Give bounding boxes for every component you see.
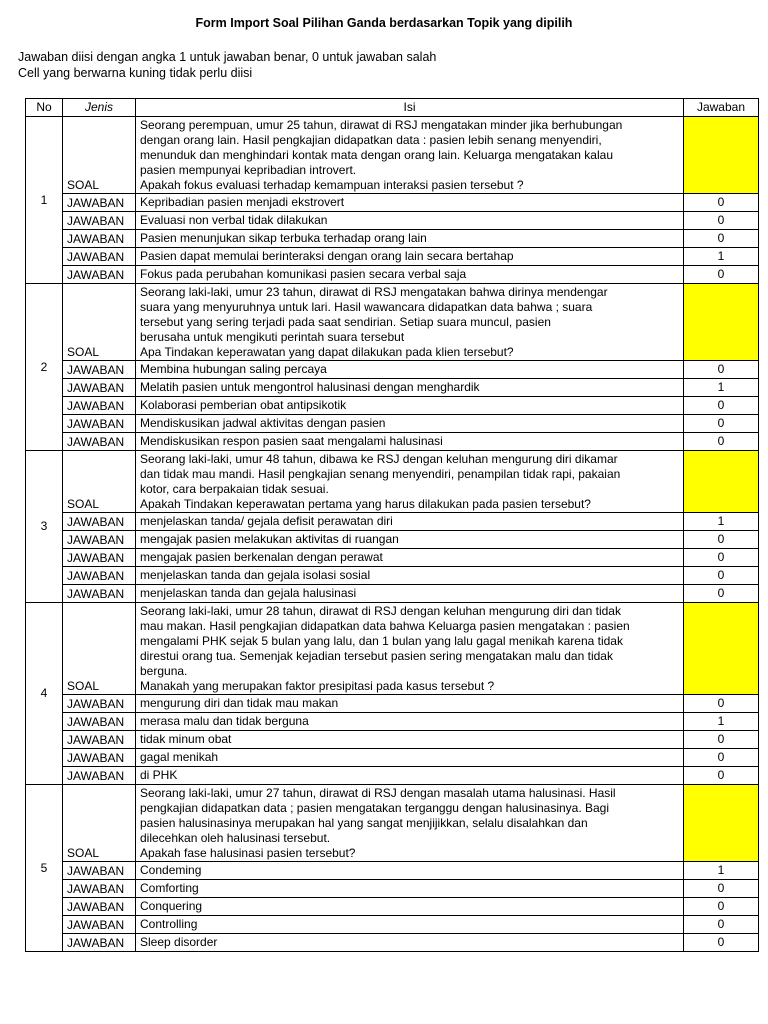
answer-option-text: Kepribadian pasien menjadi ekstrovert (136, 194, 684, 212)
answer-value-cell[interactable]: 1 (684, 379, 759, 397)
row-type-jawaban: JAWABAN (63, 695, 136, 713)
answer-value-cell[interactable]: 0 (684, 767, 759, 785)
question-text (136, 117, 684, 194)
page-title: Form Import Soal Pilihan Ganda berdasarkan Topik yang dipilih (195, 16, 573, 30)
instructions (18, 49, 436, 81)
row-type-jawaban: JAWABAN (63, 549, 136, 567)
answer-option-text: Conquering (136, 898, 684, 916)
row-type-jawaban: JAWABAN (63, 513, 136, 531)
answer-option-text: menjelaskan tanda dan gejala isolasi sosial (136, 567, 684, 585)
question-line: dilecehkan oleh halusinasi tersebut. (140, 831, 331, 845)
answer-value-cell[interactable]: 0 (684, 397, 759, 415)
question-line: mau makan. Hasil pengkajian didapatkan data bahwa Keluarga pasien mengatakan : pasien (140, 619, 630, 633)
column-header-jawaban: Jawaban (684, 99, 759, 117)
answer-value-cell[interactable]: 0 (684, 731, 759, 749)
question-line: Seorang laki-laki, umur 28 tahun, dirawat di RSJ dengan keluhan mengurung diri dan tidak (140, 604, 621, 618)
question-line: Apakah fase halusinasi pasien tersebut? (140, 846, 356, 860)
question-line: Seorang perempuan, umur 25 tahun, dirawat di RSJ mengatakan minder jika berhubungan (140, 118, 623, 132)
question-line: kotor, cara berpakaian tidak sesuai. (140, 482, 329, 496)
answer-option-text: gagal menikah (136, 749, 684, 767)
column-header-jenis: Jenis (63, 99, 136, 117)
row-type-jawaban: JAWABAN (63, 361, 136, 379)
row-type-jawaban: JAWABAN (63, 916, 136, 934)
answer-cell-disabled (684, 785, 759, 862)
answer-row (26, 695, 759, 713)
answer-value-cell[interactable]: 0 (684, 212, 759, 230)
row-type-soal: SOAL (63, 117, 136, 194)
answer-cell-disabled (684, 284, 759, 361)
row-type-jawaban: JAWABAN (63, 433, 136, 451)
answer-value-cell[interactable]: 0 (684, 880, 759, 898)
row-type-jawaban: JAWABAN (63, 248, 136, 266)
row-type-jawaban: JAWABAN (63, 862, 136, 880)
answer-row (26, 433, 759, 451)
question-line: dengan orang lain. Hasil pengkajian didapatkan data : pasien lebih senang menyendiri, (140, 133, 602, 147)
answer-value-cell[interactable]: 0 (684, 567, 759, 585)
answer-option-text: merasa malu dan tidak berguna (136, 713, 684, 731)
answer-row (26, 934, 759, 952)
answer-row (26, 713, 759, 731)
row-type-jawaban: JAWABAN (63, 713, 136, 731)
row-type-jawaban: JAWABAN (63, 749, 136, 767)
answer-option-text: menjelaskan tanda/ gejala defisit perawatan diri (136, 513, 684, 531)
answer-value-cell[interactable]: 0 (684, 415, 759, 433)
answer-row (26, 731, 759, 749)
answer-option-text: mengurung diri dan tidak mau makan (136, 695, 684, 713)
row-type-jawaban: JAWABAN (63, 194, 136, 212)
row-type-jawaban: JAWABAN (63, 880, 136, 898)
question-line: menunduk dan menghindari kontak mata dengan orang lain. Keluarga mengatakan kalau (140, 148, 613, 162)
answer-row (26, 266, 759, 284)
row-type-jawaban: JAWABAN (63, 266, 136, 284)
answer-value-cell[interactable]: 1 (684, 513, 759, 531)
row-type-soal: SOAL (63, 603, 136, 695)
table-body (26, 117, 759, 952)
question-line: berusaha untuk mengikuti perintah suara tersebut (140, 330, 405, 344)
answer-row (26, 585, 759, 603)
question-text (136, 785, 684, 862)
question-number: 1 (26, 117, 63, 284)
question-number: 2 (26, 284, 63, 451)
question-line: tersebut yang sering terjadi pada saat sendirian. Setiap suara muncul, pasien (140, 315, 551, 329)
answer-value-cell[interactable]: 0 (684, 433, 759, 451)
answer-option-text: Pasien menunjukan sikap terbuka terhadap orang lain (136, 230, 684, 248)
answer-row (26, 194, 759, 212)
question-line: Seorang laki-laki, umur 48 tahun, dibawa ke RSJ dengan keluhan mengurung diri dikamar (140, 452, 618, 466)
question-table (25, 98, 759, 952)
question-row (26, 603, 759, 695)
row-type-jawaban: JAWABAN (63, 731, 136, 749)
row-type-jawaban: JAWABAN (63, 567, 136, 585)
answer-row (26, 916, 759, 934)
question-line: Seorang laki-laki, umur 27 tahun, dirawat di RSJ dengan masalah utama halusinasi. Hasil (140, 786, 616, 800)
answer-value-cell[interactable]: 1 (684, 862, 759, 880)
row-type-jawaban: JAWABAN (63, 898, 136, 916)
answer-option-text: Melatih pasien untuk mengontrol halusinasi dengan menghardik (136, 379, 684, 397)
answer-option-text: Controlling (136, 916, 684, 934)
question-text (136, 284, 684, 361)
question-line: direstui orang tua. Semenjak kejadian tersebut pasien sering mengatakan malu dan tidak (140, 649, 613, 663)
question-row (26, 785, 759, 862)
answer-row (26, 397, 759, 415)
answer-option-text: Membina hubungan saling percaya (136, 361, 684, 379)
answer-cell-disabled (684, 603, 759, 695)
answer-row (26, 212, 759, 230)
answer-value-cell[interactable]: 0 (684, 749, 759, 767)
question-number: 3 (26, 451, 63, 603)
answer-option-text: Kolaborasi pemberian obat antipsikotik (136, 397, 684, 415)
answer-row (26, 248, 759, 266)
question-line: Seorang laki-laki, umur 23 tahun, dirawat di RSJ mengatakan bahwa dirinya mendengar (140, 285, 608, 299)
question-number: 4 (26, 603, 63, 785)
question-line: Apakah Tindakan keperawatan pertama yang harus dilakukan pada pasien tersebut? (140, 497, 591, 511)
answer-value-cell[interactable]: 0 (684, 898, 759, 916)
answer-option-text: tidak minum obat (136, 731, 684, 749)
answer-cell-disabled (684, 117, 759, 194)
question-row (26, 117, 759, 194)
answer-option-text: Comforting (136, 880, 684, 898)
row-type-jawaban: JAWABAN (63, 767, 136, 785)
answer-value-cell[interactable]: 0 (684, 361, 759, 379)
answer-value-cell[interactable]: 0 (684, 549, 759, 567)
row-type-jawaban: JAWABAN (63, 379, 136, 397)
question-row (26, 284, 759, 361)
question-line: berguna. (140, 664, 188, 678)
row-type-jawaban: JAWABAN (63, 230, 136, 248)
answer-value-cell[interactable]: 1 (684, 248, 759, 266)
answer-value-cell[interactable]: 0 (684, 194, 759, 212)
answer-value-cell[interactable]: 0 (684, 266, 759, 284)
answer-option-text: Sleep disorder (136, 934, 684, 952)
question-line: pengkajian didapatkan data ; pasien mengatakan terganggu dengan halusinasinya. Bagi (140, 801, 610, 815)
answer-row (26, 549, 759, 567)
question-text (136, 451, 684, 513)
question-line: pasien halusinasinya merupakan hal yang sangat menjijikkan, selalu disalahkan dan (140, 816, 588, 830)
instruction-line: Jawaban diisi dengan angka 1 untuk jawaban benar, 0 untuk jawaban salah (18, 50, 437, 64)
answer-value-cell[interactable]: 0 (684, 916, 759, 934)
question-line: pasien mempunyai kepribadian introvert. (140, 163, 357, 177)
row-type-soal: SOAL (63, 284, 136, 361)
question-text (136, 603, 684, 695)
question-line: suara yang menyuruhnya untuk lari. Hasil wawancara didapatkan data bahwa ; suara (140, 300, 593, 314)
answer-value-cell[interactable]: 0 (684, 585, 759, 603)
answer-option-text: Evaluasi non verbal tidak dilakukan (136, 212, 684, 230)
question-line: dan tidak mau mandi. Hasil pengkajian senang menyendiri, penampilan tidak rapi, pakaian (140, 467, 621, 481)
row-type-jawaban: JAWABAN (63, 397, 136, 415)
answer-row (26, 749, 759, 767)
answer-option-text: Mendiskusikan jadwal aktivitas dengan pasien (136, 415, 684, 433)
answer-row (26, 862, 759, 880)
column-header-no: No (26, 99, 63, 117)
answer-row (26, 567, 759, 585)
answer-value-cell[interactable]: 0 (684, 934, 759, 952)
answer-option-text: mengajak pasien melakukan aktivitas di ruangan (136, 531, 684, 549)
answer-value-cell[interactable]: 1 (684, 713, 759, 731)
question-line: Manakah yang merupakan faktor presipitasi pada kasus tersebut ? (140, 679, 495, 693)
answer-cell-disabled (684, 451, 759, 513)
answer-row (26, 513, 759, 531)
answer-option-text: mengajak pasien berkenalan dengan perawat (136, 549, 684, 567)
row-type-soal: SOAL (63, 785, 136, 862)
row-type-jawaban: JAWABAN (63, 531, 136, 549)
instruction-line: Cell yang berwarna kuning tidak perlu diisi (18, 66, 253, 80)
row-type-soal: SOAL (63, 451, 136, 513)
row-type-jawaban: JAWABAN (63, 585, 136, 603)
question-row (26, 451, 759, 513)
row-type-jawaban: JAWABAN (63, 415, 136, 433)
answer-option-text: Mendiskusikan respon pasien saat mengalami halusinasi (136, 433, 684, 451)
answer-option-text: Pasien dapat memulai berinteraksi dengan orang lain secara bertahap (136, 248, 684, 266)
answer-row (26, 531, 759, 549)
answer-row (26, 415, 759, 433)
answer-value-cell[interactable]: 0 (684, 230, 759, 248)
header-row (26, 99, 759, 117)
row-type-jawaban: JAWABAN (63, 934, 136, 952)
answer-row (26, 230, 759, 248)
answer-value-cell[interactable]: 0 (684, 531, 759, 549)
answer-option-text: Fokus pada perubahan komunikasi pasien secara verbal saja (136, 266, 684, 284)
answer-option-text: Condeming (136, 862, 684, 880)
answer-row (26, 898, 759, 916)
answer-row (26, 880, 759, 898)
answer-value-cell[interactable]: 0 (684, 695, 759, 713)
row-type-jawaban: JAWABAN (63, 212, 136, 230)
column-header-isi: Isi (136, 99, 684, 117)
question-line: Apa Tindakan keperawatan yang dapat dilakukan pada klien tersebut? (140, 345, 514, 359)
answer-row (26, 361, 759, 379)
question-line: Apakah fokus evaluasi terhadap kemampuan interaksi pasien tersebut ? (140, 178, 524, 192)
answer-option-text: di PHK (136, 767, 684, 785)
answer-row (26, 767, 759, 785)
question-number: 5 (26, 785, 63, 952)
answer-row (26, 379, 759, 397)
answer-option-text: menjelaskan tanda dan gejala halusinasi (136, 585, 684, 603)
question-line: mengalami PHK sejak 5 bulan yang lalu, dan 1 bulan yang lalu gagal menikah karena tidak (140, 634, 623, 648)
